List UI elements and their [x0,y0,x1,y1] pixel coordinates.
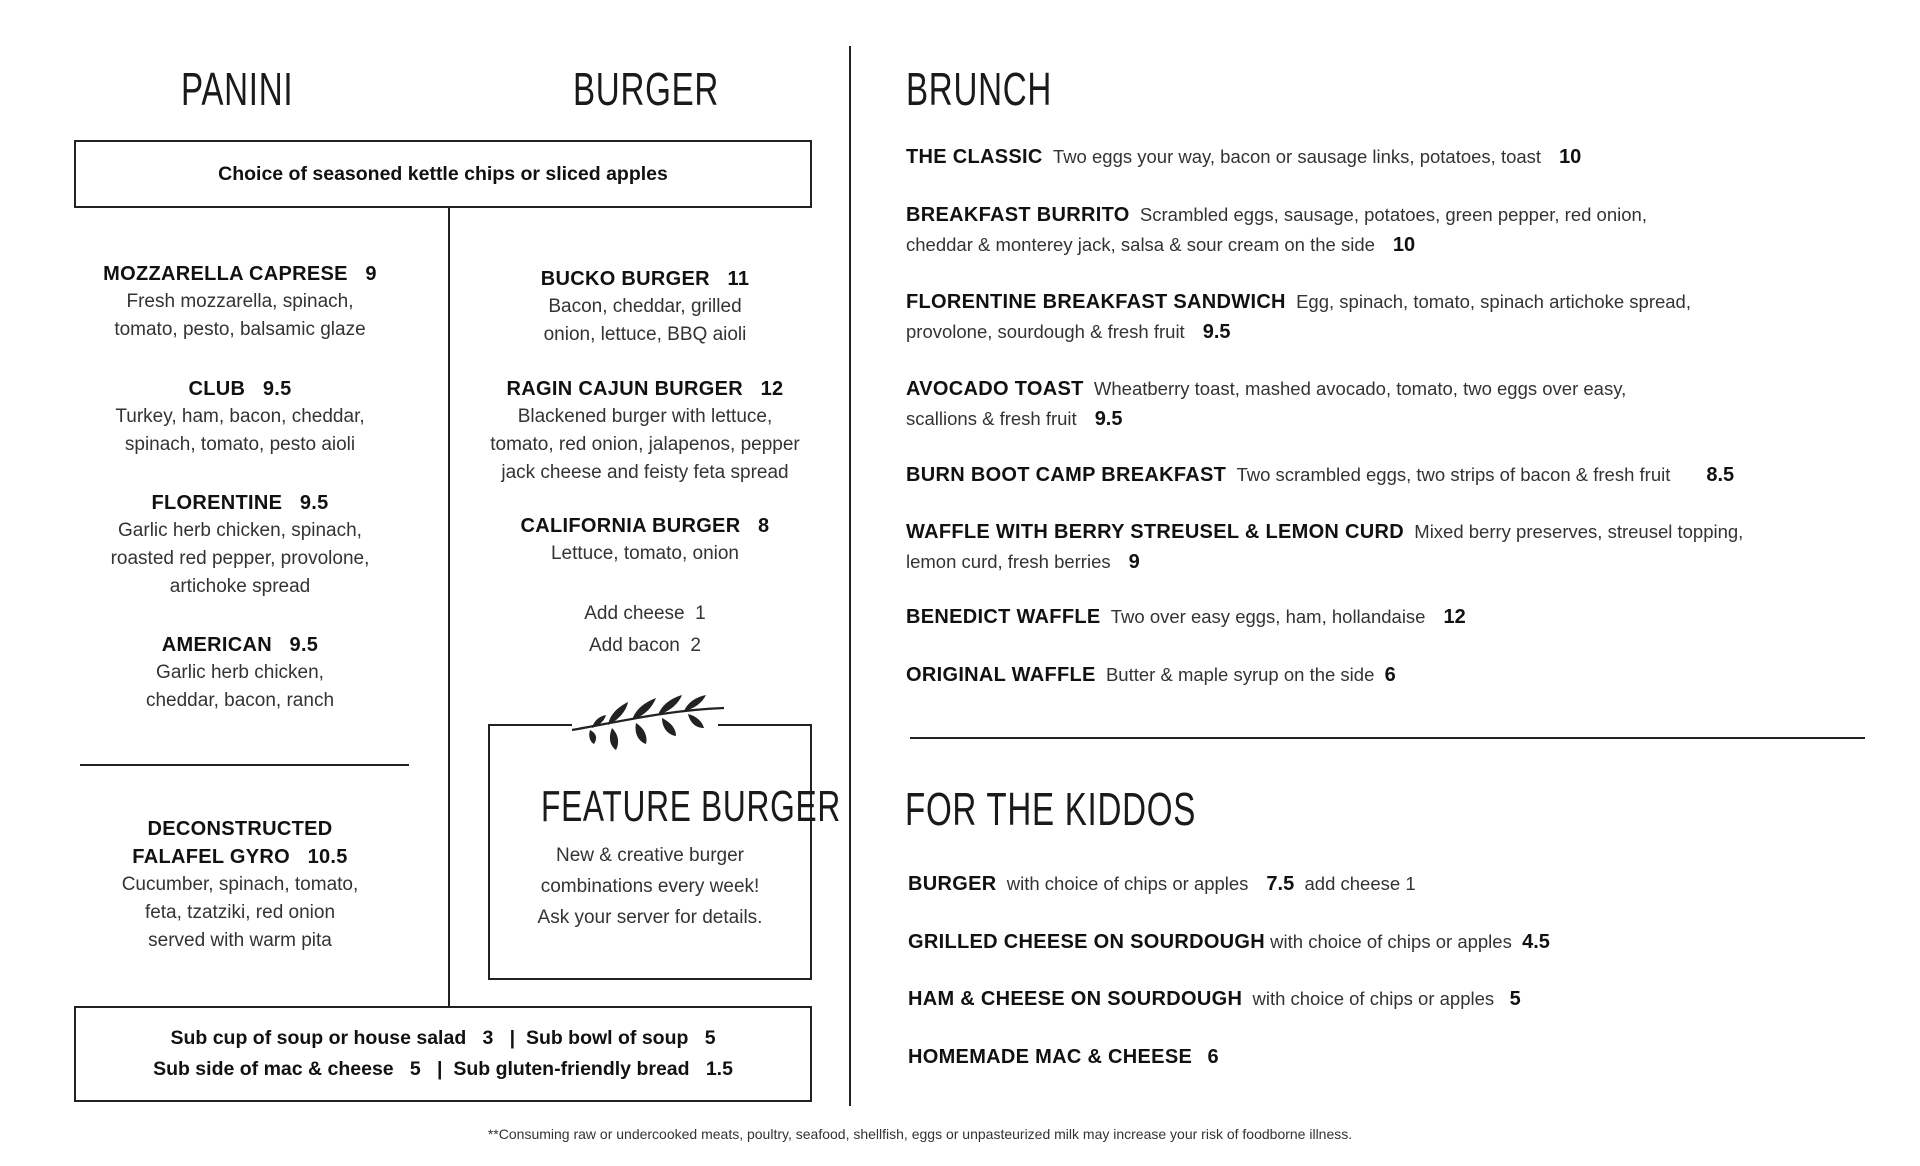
column-divider [849,46,851,1106]
panini-burger-divider [448,208,450,1006]
olive-sprig-icon [568,678,728,752]
item-description: Garlic herb chicken, cheddar, bacon, ranch [145,662,335,711]
brunch-item: BURN BOOT CAMP BREAKFAST Two scrambled eggs, two strips of bacon & fresh fruit 8.5 [906,464,1735,486]
brunch-item: ORIGINAL WAFFLE Butter & maple syrup on the side 6 [906,664,1396,686]
foodborne-illness-disclaimer: **Consuming raw or undercooked meats, poultry, seafood, shellfish, eggs or unpasteurized milk may increase your risk of foodborne illness. [487,1126,1353,1142]
gyro-item [75,815,405,955]
sides-note-box [74,140,812,208]
panini-item [75,375,405,459]
addon-cheese: Add cheese 1 [584,603,706,624]
burger-item [460,375,830,487]
subs-box [74,1006,812,1102]
feature-burger-text [490,840,810,933]
panini-divider [80,764,409,766]
panini-item [75,489,405,601]
sides-note: Choice of seasoned kettle chips or sliced apples [218,162,668,185]
item-title: CLUB 9.5 [188,378,292,400]
brunch-heading: BRUNCH [906,63,1053,115]
panini-heading: PANINI [181,63,294,115]
item-title: MOZZARELLA CAPRESE 9 [103,263,377,285]
item-description: Cucumber, spinach, tomato, feta, tzatziki, red onion served with warm pita [121,874,359,951]
brunch-item: AVOCADO TOAST Wheatberry toast, mashed avocado, tomato, two eggs over easy, scallions & fresh fruit 9.5 [906,378,1627,430]
item-description: Fresh mozzarella, spinach, tomato, pesto, balsamic glaze [114,291,366,340]
burger-heading: BURGER [573,63,720,115]
kids-heading: FOR THE KIDDOS [905,783,1197,835]
addon-bacon: Add bacon 2 [589,635,701,656]
kids-item: GRILLED CHEESE ON SOURDOUGH with choice of chips or apples 4.5 [908,931,1550,953]
brunch-item: FLORENTINE BREAKFAST SANDWICH Egg, spinach, tomato, spinach artichoke spread, provolone, sourdough & fresh fruit 9.5 [906,291,1691,343]
subs-line-2: Sub side of mac & cheese 5 | Sub gluten-friendly bread 1.5 [153,1058,733,1080]
item-description: Blackened burger with lettuce, tomato, red onion, jalapenos, pepper jack cheese and feisty feta spread [490,406,800,483]
item-title-line2: FALAFEL GYRO 10.5 [132,846,348,868]
kids-item: BURGER with choice of chips or apples 7.5 add cheese 1 [908,873,1416,895]
feature-burger-heading: FEATURE BURGER [541,782,841,831]
item-title: CALIFORNIA BURGER 8 [520,515,770,537]
item-title: BUCKO BURGER 11 [540,268,750,290]
panini-item [75,260,405,344]
panini-item [75,631,405,715]
brunch-item: BENEDICT WAFFLE Two over easy eggs, ham, hollandaise 12 [906,606,1466,628]
brunch-item: WAFFLE WITH BERRY STREUSEL & LEMON CURD Mixed berry preserves, streusel topping, lemon curd, fresh berries 9 [906,521,1744,573]
brunch-divider [910,737,1865,739]
item-title-line1: DECONSTRUCTED [147,818,333,840]
burger-item [460,265,830,349]
item-description: Bacon, cheddar, grilled onion, lettuce, BBQ aioli [543,296,747,345]
subs-line-1: Sub cup of soup or house salad 3 | Sub bowl of soup 5 [170,1027,716,1049]
item-title: AMERICAN 9.5 [161,634,319,656]
item-description: Lettuce, tomato, onion [550,543,739,564]
brunch-item: BREAKFAST BURRITO Scrambled eggs, sausage, potatoes, green pepper, red onion, cheddar & monterey jack, salsa & sour cream on the side 10 [906,204,1647,256]
burger-addons [460,598,830,662]
brunch-item: THE CLASSIC Two eggs your way, bacon or sausage links, potatoes, toast 10 [906,146,1582,168]
item-title: FLORENTINE 9.5 [151,492,329,514]
kids-item: HAM & CHEESE ON SOURDOUGH with choice of chips or apples 5 [908,988,1521,1010]
burger-item [460,512,830,568]
item-description: Garlic herb chicken, spinach, roasted red pepper, provolone, artichoke spread [110,520,370,597]
kids-item: HOMEMADE MAC & CHEESE 6 [908,1046,1219,1068]
item-description: Turkey, ham, bacon, cheddar, spinach, tomato, pesto aioli [115,406,365,455]
item-title: RAGIN CAJUN BURGER 12 [506,378,784,400]
feature-burger-description: New & creative burger combinations every week! Ask your server for details. [537,845,763,928]
